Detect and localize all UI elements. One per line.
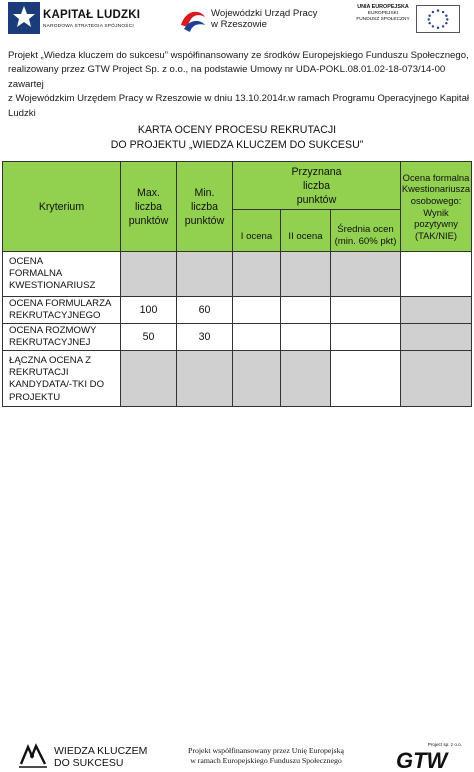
header-kryterium: Kryterium	[3, 162, 121, 252]
eu-line-3: FUNDUSZ SPOŁECZNY	[356, 17, 410, 22]
kapital-ludzki-emblem-icon	[8, 2, 40, 34]
kapital-ludzki-subtitle: NARODOWA STRATEGIA SPÓJNOŚCI	[43, 24, 134, 29]
second-score-cell[interactable]	[281, 297, 331, 324]
table-row	[3, 324, 472, 351]
header-awarded-points: Przyznana liczba punktów	[233, 162, 401, 210]
average-score-cell[interactable]	[331, 351, 401, 407]
header-min-points: Min. liczba punktów	[177, 162, 233, 252]
table-row	[3, 297, 472, 324]
gtw-tagline: Project sp. z o.o.	[427, 742, 462, 747]
header-first-score: I ocena	[233, 210, 281, 252]
intro-line-4: Ludzki	[8, 107, 36, 119]
criterion-cell: OCENA FORMULARZA REKRUTACYJNEGO	[3, 297, 121, 324]
min-points-cell: 60	[177, 297, 233, 324]
second-score-cell[interactable]	[281, 324, 331, 351]
criterion-cell: OCENA FORMALNA KWESTIONARIUSZ	[3, 252, 121, 297]
max-points-cell: 100	[121, 297, 177, 324]
average-score-cell[interactable]	[331, 324, 401, 351]
second-score-cell	[281, 252, 331, 297]
table-row	[3, 351, 472, 407]
first-score-cell[interactable]	[233, 297, 281, 324]
wup-name	[211, 8, 317, 30]
table-header-row	[3, 162, 472, 210]
header-max-points: Max. liczba punktów	[121, 162, 177, 252]
first-score-cell	[233, 351, 281, 407]
eu-flag-icon	[416, 5, 460, 33]
max-points-cell	[121, 252, 177, 297]
wup-emblem-icon	[178, 5, 208, 35]
average-score-cell[interactable]	[331, 297, 401, 324]
formal-result-cell	[401, 324, 472, 351]
funding-line-2: w ramach Europejskiego Funduszu Społecznego	[190, 756, 342, 765]
header-formal-assessment: Ocena formalna Kwestionariusza osobowego: Wynik pozytywny (TAK/NIE)	[401, 162, 472, 252]
wiedza-line-2: DO SUKCESU	[54, 756, 124, 769]
header-average-score: Średnia ocen (min. 60% pkt)	[331, 210, 401, 252]
gtw-wordmark	[394, 748, 464, 770]
eu-text	[352, 4, 414, 23]
intro-line-1: Projekt „Wiedza kluczem do sukcesu” współfinansowany ze środków Europejskiego Funduszu Społecznego,	[8, 50, 469, 61]
document-title	[0, 123, 474, 152]
wiedza-line-1: WIEDZA KLUCZEM	[54, 745, 148, 757]
funding-line-1: Projekt współfinansowany przez Unię Europejską	[188, 746, 344, 755]
document-title-line-2: DO PROJEKTU „WIEDZA KLUCZEM DO SUKCESU”	[110, 138, 364, 151]
wiedza-kluczem-emblem-icon	[18, 742, 48, 770]
wup-line-1: Wojewódzki Urząd Pracy	[211, 8, 318, 19]
gtw-logo	[392, 742, 466, 770]
header-second-score: II ocena	[281, 210, 331, 252]
second-score-cell	[281, 351, 331, 407]
formal-result-cell[interactable]	[401, 252, 472, 297]
min-points-cell	[177, 351, 233, 407]
assessment-table	[2, 161, 472, 407]
first-score-cell[interactable]	[233, 324, 281, 351]
gtw-wordmark-text: GTW	[396, 748, 448, 770]
kapital-ludzki-logo	[8, 2, 148, 36]
first-score-cell	[233, 252, 281, 297]
page-footer	[0, 738, 474, 772]
min-points-cell: 30	[177, 324, 233, 351]
eu-logo	[352, 2, 470, 36]
wiedza-kluczem-logo	[18, 742, 148, 770]
document-title-line-1: KARTA OCENY PROCESU REKRUTACJI	[137, 124, 337, 136]
project-intro	[8, 49, 470, 121]
wup-line-2: w Rzeszowie	[211, 19, 267, 30]
min-points-cell	[177, 252, 233, 297]
eu-line-2: EUROPEJSKI	[367, 11, 399, 16]
table-row	[3, 252, 472, 297]
funding-notice	[166, 746, 366, 766]
kapital-ludzki-title: KAPITAŁ LUDZKI	[43, 9, 141, 21]
intro-line-3: z Wojewódzkim Urzędem Pracy w Rzeszowie w dniu 13.10.2014r.w ramach Programu Operacyjnego Kapitał	[8, 93, 470, 105]
max-points-cell	[121, 351, 177, 407]
header-logos	[0, 0, 474, 40]
formal-result-cell	[401, 351, 472, 407]
average-score-cell	[331, 252, 401, 297]
max-points-cell: 50	[121, 324, 177, 351]
formal-result-cell	[401, 297, 472, 324]
criterion-cell: OCENA ROZMOWY REKRUTACYJNEJ	[3, 324, 121, 351]
criterion-cell: ŁĄCZNA OCENA Z REKRUTACJI KANDYDATA/-TKI DO PROJEKTU	[3, 351, 121, 407]
wup-logo	[178, 4, 328, 36]
wiedza-kluczem-name	[54, 746, 147, 769]
eu-line-1: UNIA EUROPEJSKA	[357, 4, 409, 10]
intro-line-2: realizowany przez GTW Project Sp. z o.o., na podstawie Umowy nr UDA-POKL.08.01.02-18-073/14-00 zawartej	[8, 64, 446, 90]
